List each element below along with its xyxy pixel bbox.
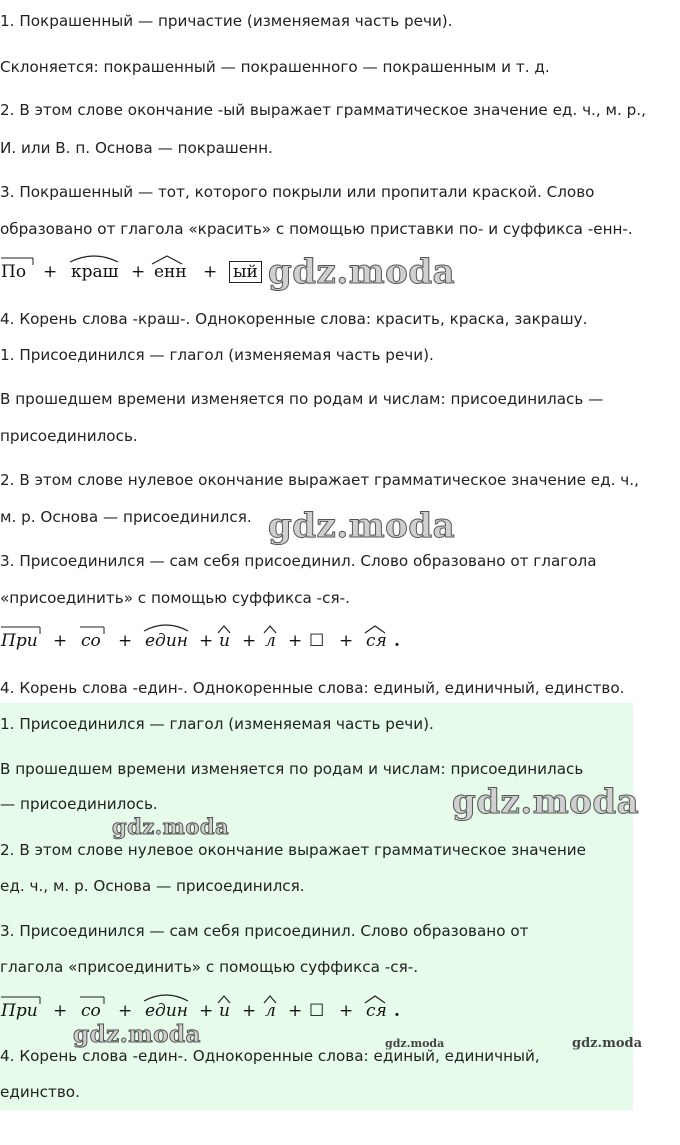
postfix-morpheme: ся <box>366 631 387 651</box>
plus-sign: + <box>43 262 58 282</box>
plus-sign: + <box>199 631 214 651</box>
suffix-morpheme: л <box>265 1001 276 1021</box>
text-line: 2. В этом слове окончание -ый выражает грамматическое значение ед. ч., м. р., <box>0 101 646 119</box>
text-line: И. или В. п. Основа — покрашенн. <box>0 139 273 157</box>
text-line: «присоединить» с помощью суффикса -ся-. <box>0 589 350 607</box>
text-line: 4. Корень слова -един-. Однокоренные слова: единый, единичный, единство. <box>0 679 625 697</box>
plus-sign: + <box>118 631 133 651</box>
postfix-morpheme: ся <box>366 1001 387 1021</box>
watermark-logo: gdz.moda <box>112 814 230 839</box>
plus-sign: + <box>118 1001 133 1021</box>
prefix-morpheme: При <box>1 1001 38 1021</box>
prefix-morpheme: со <box>81 1001 101 1021</box>
text-line: ед. ч., м. р. Основа — присоединился. <box>0 877 305 895</box>
plus-sign: + <box>288 631 303 651</box>
root-morpheme: един <box>145 1001 188 1021</box>
text-line: единство. <box>0 1083 80 1101</box>
suffix-morpheme: л <box>265 631 276 651</box>
suffix-morpheme: и <box>219 1001 230 1021</box>
suffix-morpheme: енн <box>154 262 187 282</box>
plus-sign: + <box>53 1001 68 1021</box>
root-morpheme: краш <box>71 262 119 282</box>
text-line: — присоединилось. <box>0 795 158 813</box>
text-line: 3. Покрашенный — тот, которого покрыли или пропитали краской. Слово <box>0 183 595 201</box>
text-line: 3. Присоединился — сам себя присоединил. Слово образовано от глагола <box>0 552 597 570</box>
text-line: Склоняется: покрашенный — покрашенного — покрашенным и т. д. <box>0 58 550 76</box>
text-line: 4. Корень слова -един-. Однокоренные слова: единый, единичный, <box>0 1047 540 1065</box>
period: . <box>394 1001 400 1021</box>
null-ending-box: ☐ <box>309 1001 325 1021</box>
text-line: 1. Присоединился — глагол (изменяемая часть речи). <box>0 715 434 733</box>
text-line: 2. В этом слове нулевое окончание выражает грамматическое значение <box>0 841 586 859</box>
prefix-morpheme: При <box>1 631 38 651</box>
watermark-logo: gdz.moda <box>268 506 456 546</box>
suffix-morpheme: и <box>219 631 230 651</box>
text-line: 2. В этом слове нулевое окончание выражает грамматическое значение ед. ч., <box>0 471 639 489</box>
prefix-morpheme: со <box>81 631 101 651</box>
null-ending-box: ☐ <box>309 631 325 651</box>
ending-morpheme: ый <box>229 261 262 283</box>
plus-sign: + <box>203 262 218 282</box>
plus-sign: + <box>339 1001 354 1021</box>
plus-sign: + <box>242 631 257 651</box>
plus-sign: + <box>131 262 146 282</box>
text-line: присоединилось. <box>0 427 138 445</box>
text-line: м. р. Основа — присоединился. <box>0 508 252 526</box>
text-line: 1. Покрашенный — причастие (изменяемая часть речи). <box>0 12 453 30</box>
watermark-logo: gdz.moda <box>73 1021 201 1048</box>
watermark-logo: gdz.moda <box>268 252 456 292</box>
period: . <box>394 631 400 651</box>
plus-sign: + <box>339 631 354 651</box>
plus-sign: + <box>53 631 68 651</box>
plus-sign: + <box>288 1001 303 1021</box>
plus-sign: + <box>199 1001 214 1021</box>
text-line: В прошедшем времени изменяется по родам и числам: присоединилась — <box>0 390 604 408</box>
prefix-morpheme: По <box>1 262 27 282</box>
text-line: 4. Корень слова -краш-. Однокоренные слова: красить, краска, закрашу. <box>0 310 588 328</box>
watermark-logo: gdz.moda <box>385 1037 445 1050</box>
text-line: глагола «присоединить» с помощью суффикса -ся-. <box>0 958 419 976</box>
watermark-logo: gdz.moda <box>452 782 640 822</box>
watermark-logo: gdz.moda <box>572 1036 643 1051</box>
text-line: образовано от глагола «красить» с помощью приставки по- и суффикса -енн-. <box>0 220 633 238</box>
plus-sign: + <box>242 1001 257 1021</box>
root-morpheme: един <box>145 631 188 651</box>
text-line: 1. Присоединился — глагол (изменяемая часть речи). <box>0 346 434 364</box>
text-line: 3. Присоединился — сам себя присоединил. Слово образовано от <box>0 922 529 940</box>
text-line: В прошедшем времени изменяется по родам и числам: присоединилась <box>0 760 584 778</box>
